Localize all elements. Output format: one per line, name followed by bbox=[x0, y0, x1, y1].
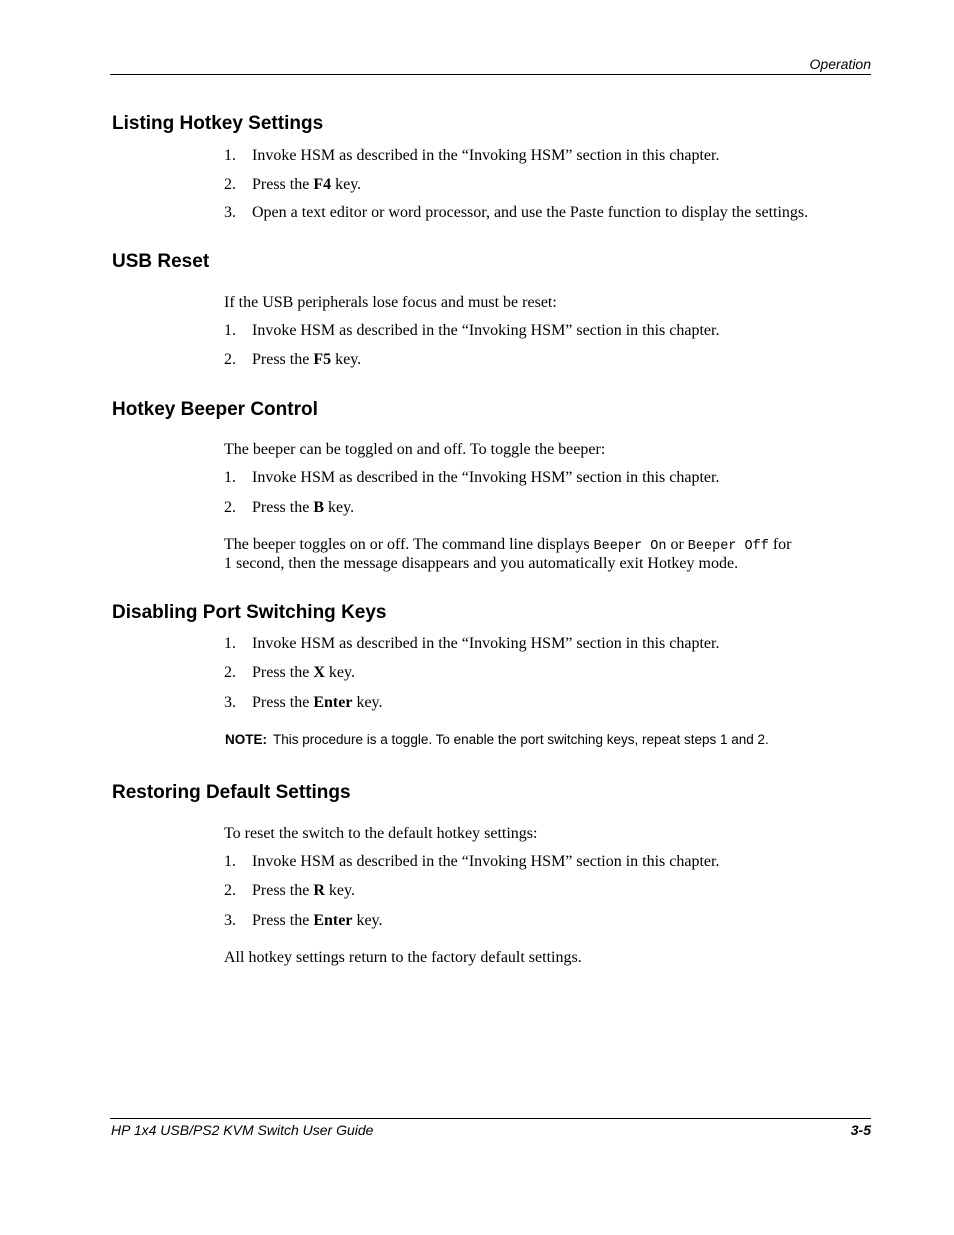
list-item: 3. Open a text editor or word processor, and use the Paste function to display the settings. bbox=[224, 204, 809, 221]
list-item: 3. Press the Enter key. bbox=[224, 694, 383, 711]
heading-hotkey-beeper-control: Hotkey Beeper Control bbox=[112, 399, 318, 420]
footer-guide-title: HP 1x4 USB/PS2 KVM Switch User Guide bbox=[111, 1122, 374, 1138]
list-item: 3. Press the Enter key. bbox=[224, 912, 383, 929]
list-item: 1. Invoke HSM as described in the “Invoking HSM” section in this chapter. bbox=[224, 469, 720, 486]
key-name: F5 bbox=[313, 351, 332, 368]
list-item: 2. Press the F4 key. bbox=[224, 176, 362, 193]
paragraph: All hotkey settings return to the factory default settings. bbox=[224, 949, 582, 966]
page-footer bbox=[110, 1118, 871, 1138]
heading-usb-reset: USB Reset bbox=[112, 251, 210, 272]
code-beeper-on: Beeper On bbox=[593, 539, 667, 554]
note bbox=[225, 732, 769, 747]
list-item: 2. Press the F5 key. bbox=[224, 351, 362, 368]
page-header bbox=[110, 56, 871, 75]
key-name: F4 bbox=[313, 176, 332, 193]
heading-listing-hotkey-settings: Listing Hotkey Settings bbox=[112, 113, 324, 134]
note-label: NOTE: bbox=[225, 732, 267, 747]
key-name: X bbox=[313, 664, 325, 681]
list-item: 1. Invoke HSM as described in the “Invoking HSM” section in this chapter. bbox=[224, 322, 720, 339]
note-text: This procedure is a toggle. To enable the port switching keys, repeat steps 1 and 2. bbox=[273, 732, 769, 747]
paragraph: The beeper toggles on or off. The command line displays Beeper On or Beeper Off for bbox=[224, 536, 792, 554]
list-item: 1. Invoke HSM as described in the “Invoking HSM” section in this chapter. bbox=[224, 147, 720, 164]
list-item: 2. Press the R key. bbox=[224, 882, 355, 899]
key-name: R bbox=[313, 882, 325, 899]
paragraph: 1 second, then the message disappears and you automatically exit Hotkey mode. bbox=[224, 555, 739, 572]
list-item: 2. Press the B key. bbox=[224, 499, 355, 516]
page-number: 3-5 bbox=[850, 1122, 871, 1138]
list-item: 2. Press the X key. bbox=[224, 664, 355, 681]
key-name: Enter bbox=[313, 912, 353, 929]
paragraph: The beeper can be toggled on and off. To toggle the beeper: bbox=[224, 441, 606, 458]
header-section-title: Operation bbox=[809, 56, 871, 72]
key-name: B bbox=[313, 499, 324, 516]
list-item: 1. Invoke HSM as described in the “Invoking HSM” section in this chapter. bbox=[224, 853, 720, 870]
paragraph: To reset the switch to the default hotkey settings: bbox=[224, 825, 538, 842]
key-name: Enter bbox=[313, 694, 353, 711]
heading-restoring-default-settings: Restoring Default Settings bbox=[112, 782, 351, 803]
code-beeper-off: Beeper Off bbox=[687, 539, 769, 554]
list-item: 1. Invoke HSM as described in the “Invoking HSM” section in this chapter. bbox=[224, 635, 720, 652]
heading-disabling-port-switching-keys: Disabling Port Switching Keys bbox=[112, 602, 387, 623]
paragraph: If the USB peripherals lose focus and must be reset: bbox=[224, 294, 557, 311]
